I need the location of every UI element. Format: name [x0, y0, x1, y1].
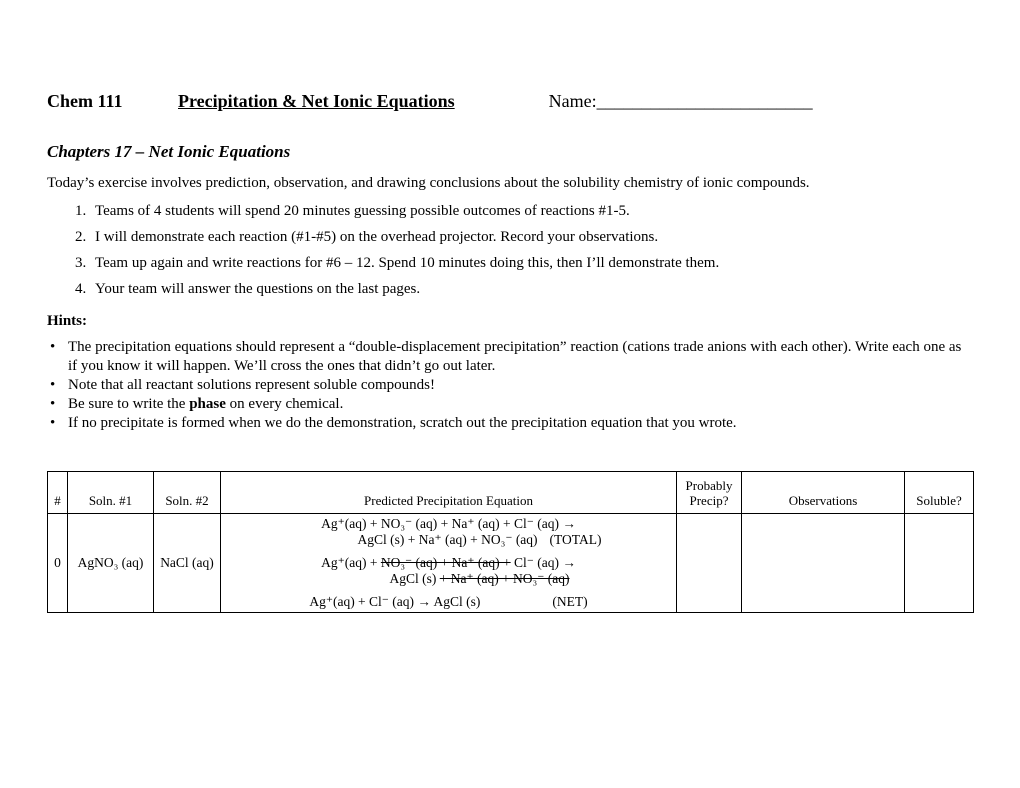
- equation-crossed-spectators-2: + Na⁺ (aq) + NO₃⁻ (aq): [439, 571, 570, 586]
- equation-net-line: [224, 594, 673, 610]
- cell-soln1: AgNO₃ (aq): [68, 514, 154, 613]
- equation-crossed-pre: Ag⁺(aq) +: [321, 555, 381, 570]
- header-soln1: Soln. #1: [68, 472, 154, 514]
- table-row-0: [48, 514, 974, 613]
- header-probably-line2: Precip?: [689, 493, 729, 508]
- header-probably-precip: [677, 472, 742, 514]
- item-number: 3.: [75, 255, 87, 271]
- bullet-text: [68, 395, 973, 414]
- bullet-marker: •: [50, 339, 56, 355]
- list-item: [75, 280, 973, 299]
- table-header-row: [48, 472, 974, 514]
- equation-crossed-product: AgCl (s): [389, 571, 440, 586]
- cell-predicted-equation: [221, 514, 677, 613]
- bullet-marker: •: [50, 377, 56, 393]
- item-number: 4.: [75, 281, 87, 297]
- list-item: [75, 228, 973, 247]
- equation-total-line2: [224, 532, 673, 548]
- equation-crossed-post: Cl⁻ (aq) →: [510, 555, 576, 570]
- bullet-item: [50, 338, 973, 376]
- item-text: Your team will answer the questions on the last pages.: [95, 281, 421, 297]
- cell-probably-precip: [677, 514, 742, 613]
- list-item: [75, 202, 973, 221]
- item-text: Teams of 4 students will spend 20 minutes guessing possible outcomes of reactions #1-5.: [95, 203, 630, 219]
- bullet-item: [50, 376, 973, 395]
- bullet-item: [50, 395, 973, 414]
- numbered-list: [47, 202, 973, 299]
- header-probably-line1: Probably: [685, 478, 733, 493]
- item-text: I will demonstrate each reaction (#1-#5) on the overhead projector. Record your observations.: [95, 229, 659, 245]
- header-observations: Observations: [742, 472, 905, 514]
- name-label: Name:: [548, 91, 597, 111]
- header-soluble: Soluble?: [905, 472, 974, 514]
- equation-total-products: AgCl (s) + Na⁺ (aq) + NO₃⁻ (aq): [357, 532, 538, 547]
- title-line: [47, 90, 973, 112]
- item-number: 1.: [75, 203, 87, 219]
- document-title: Precipitation & Net Ionic Equations: [178, 91, 455, 111]
- item-text: Team up again and write reactions for #6 – 12. Spend 10 minutes doing this, then I’ll demonstrate them.: [95, 255, 720, 271]
- list-item: [75, 254, 973, 273]
- section-heading: Chapters 17 – Net Ionic Equations: [47, 142, 291, 161]
- cell-soln2: NaCl (aq): [154, 514, 221, 613]
- equation-net-main: Ag⁺(aq) + Cl⁻ (aq) → AgCl (s): [309, 594, 481, 609]
- hints-label: Hints:: [47, 313, 88, 329]
- header-equation: Predicted Precipitation Equation: [221, 472, 677, 514]
- intro-paragraph: Today’s exercise involves prediction, observation, and drawing conclusions about the solubility chemistry of ionic compounds.: [47, 175, 810, 191]
- equation-net-tag: (NET): [552, 594, 588, 609]
- hints-bullet-list: [47, 338, 973, 433]
- course-title: Chem 111: [47, 91, 123, 111]
- bullet-marker: •: [50, 396, 56, 412]
- cell-row-number: 0: [48, 514, 68, 613]
- equation-crossed-line2: [224, 571, 673, 587]
- bullet-text-bold: phase: [189, 396, 226, 412]
- header-num: #: [48, 472, 68, 514]
- equation-total-line1: Ag⁺(aq) + NO₃⁻ (aq) + Na⁺ (aq) + Cl⁻ (aq) →: [321, 516, 576, 531]
- bullet-text: Note that all reactant solutions represent soluble compounds!: [68, 377, 435, 393]
- worksheet-table: [47, 471, 974, 613]
- bullet-text-post: on every chemical.: [225, 396, 344, 412]
- bullet-text: The precipitation equations should represent a “double-displacement precipitation” reaction (cations trade anions with each other). Write each one as if you know it will happen. We’ll cross the ones that didn’t go out later.: [68, 339, 962, 374]
- cell-soluble: [905, 514, 974, 613]
- item-number: 2.: [75, 229, 87, 245]
- bullet-item: [50, 414, 973, 433]
- equation-crossed-line1: [224, 555, 673, 571]
- cell-observations: [742, 514, 905, 613]
- header-soln2: Soln. #2: [154, 472, 221, 514]
- name-blank-line: ________________________: [596, 91, 813, 111]
- equation-crossed-spectators: NO₃⁻ (aq) + Na⁺ (aq) +: [380, 555, 511, 570]
- equation-total-tag: (TOTAL): [549, 532, 602, 547]
- bullet-text-pre: Be sure to write the: [68, 396, 190, 412]
- bullet-text: If no precipitate is formed when we do the demonstration, scratch out the precipitation equation that you wrote.: [68, 415, 737, 431]
- bullet-marker: •: [50, 415, 56, 431]
